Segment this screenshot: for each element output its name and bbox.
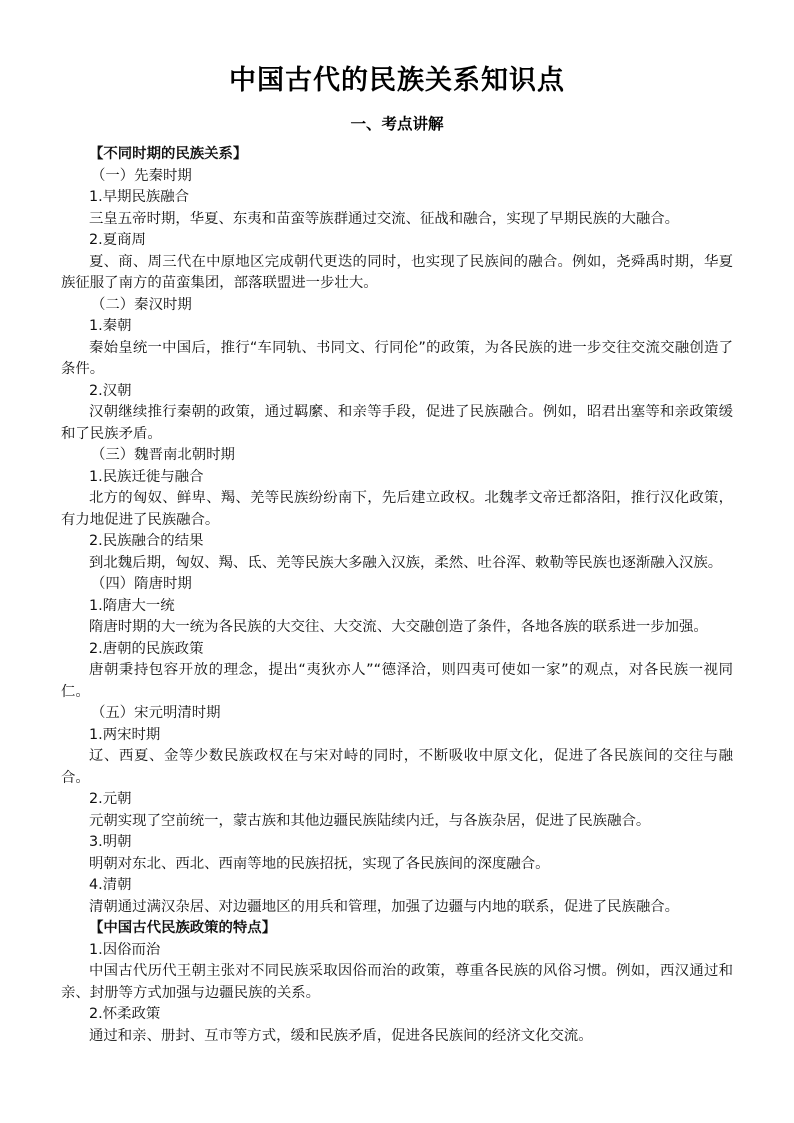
item-heading: 2.唐朝的民族政策 xyxy=(89,640,204,657)
period-heading: （一）先秦时期 xyxy=(91,167,192,184)
document-body xyxy=(61,144,733,1047)
paragraph: 中国古代历代王朝主张对不同民族采取因俗而治的政策，尊重各民族的风俗习惯。例如，西汉通过和亲、封册等方式加强与边疆民族的关系。 xyxy=(61,963,733,1001)
item-heading: 2.夏商周 xyxy=(89,232,146,248)
paragraph: 元朝实现了空前统一，蒙古族和其他边疆民族陆续内迁，与各族杂居，促进了民族融合。 xyxy=(89,812,651,829)
paragraph: 三皇五帝时期，华夏、东夷和苗蛮等族群通过交流、征战和融合，实现了早期民族的大融合。 xyxy=(89,210,680,227)
item-heading: 1.隋唐大一统 xyxy=(89,597,175,614)
item-heading: 1.秦朝 xyxy=(89,318,132,334)
period-heading: （四）隋唐时期 xyxy=(91,576,192,592)
item-heading: 2.怀柔政策 xyxy=(89,1006,161,1022)
paragraph: 夏、商、周三代在中原地区完成朝代更迭的同时，也实现了民族间的融合。例如，尧舜禹时期，华夏族征服了南方的苗蛮集团，部落联盟进一步壮大。 xyxy=(61,253,733,291)
document-subtitle: 一、考点讲解 xyxy=(350,115,444,133)
item-heading: 3.明朝 xyxy=(89,834,132,850)
item-heading: 1.因俗而治 xyxy=(89,941,161,958)
paragraph: 隋唐时期的大一统为各民族的大交往、大交流、大交融创造了条件，各地各族的联系进一步加强。 xyxy=(89,619,708,635)
paragraph: 明朝对东北、西北、西南等地的民族招抚，实现了各民族间的深度融合。 xyxy=(89,855,550,872)
period-heading: （二）秦汉时期 xyxy=(91,296,192,313)
paragraph: 清朝通过满汉杂居、对边疆地区的用兵和管理，加强了边疆与内地的联系，促进了民族融合。 xyxy=(89,898,680,915)
section-heading: 【不同时期的民族关系】 xyxy=(89,146,248,162)
item-heading: 2.汉朝 xyxy=(89,382,132,399)
document-title: 中国古代的民族关系知识点 xyxy=(229,65,565,96)
paragraph: 汉朝继续推行秦朝的政策，通过羁縻、和亲等手段，促进了民族融合。例如，昭君出塞等和亲政策缓和了民族矛盾。 xyxy=(61,404,733,442)
paragraph: 辽、西夏、金等少数民族政权在与宋对峙的同时，不断吸收中原文化，促进了各民族间的交往与融合。 xyxy=(61,748,733,786)
period-heading: （五）宋元明清时期 xyxy=(91,705,221,721)
item-heading: 1.民族迁徙与融合 xyxy=(89,468,204,485)
item-heading: 1.两宋时期 xyxy=(89,726,161,743)
paragraph: 秦始皇统一中国后，推行“车同轨、书同文、行同伦”的政策，为各民族的进一步交往交流交融创造了条件。 xyxy=(61,339,733,377)
item-heading: 2.民族融合的结果 xyxy=(89,533,204,549)
item-heading: 2.元朝 xyxy=(89,791,132,807)
paragraph: 唐朝秉持包容开放的理念，提出“夷狄亦人”“德泽洽，则四夷可使如一家”的观点，对各民族一视同仁。 xyxy=(61,662,733,700)
paragraph: 北方的匈奴、鲜卑、羯、羌等民族纷纷南下，先后建立政权。北魏孝文帝迁都洛阳，推行汉化政策，有力地促进了民族融合。 xyxy=(61,490,733,528)
item-heading: 1.早期民族融合 xyxy=(89,189,190,205)
paragraph: 通过和亲、册封、互市等方式，缓和民族矛盾，促进各民族间的经济文化交流。 xyxy=(89,1027,593,1044)
period-heading: （三）魏晋南北朝时期 xyxy=(91,447,235,463)
section-heading: 【中国古代民族政策的特点】 xyxy=(89,920,277,936)
paragraph: 到北魏后期，匈奴、羯、氐、羌等民族大多融入汉族，柔然、吐谷浑、敕勒等民族也逐渐融入汉族。 xyxy=(89,554,723,571)
item-heading: 4.清朝 xyxy=(89,877,132,893)
